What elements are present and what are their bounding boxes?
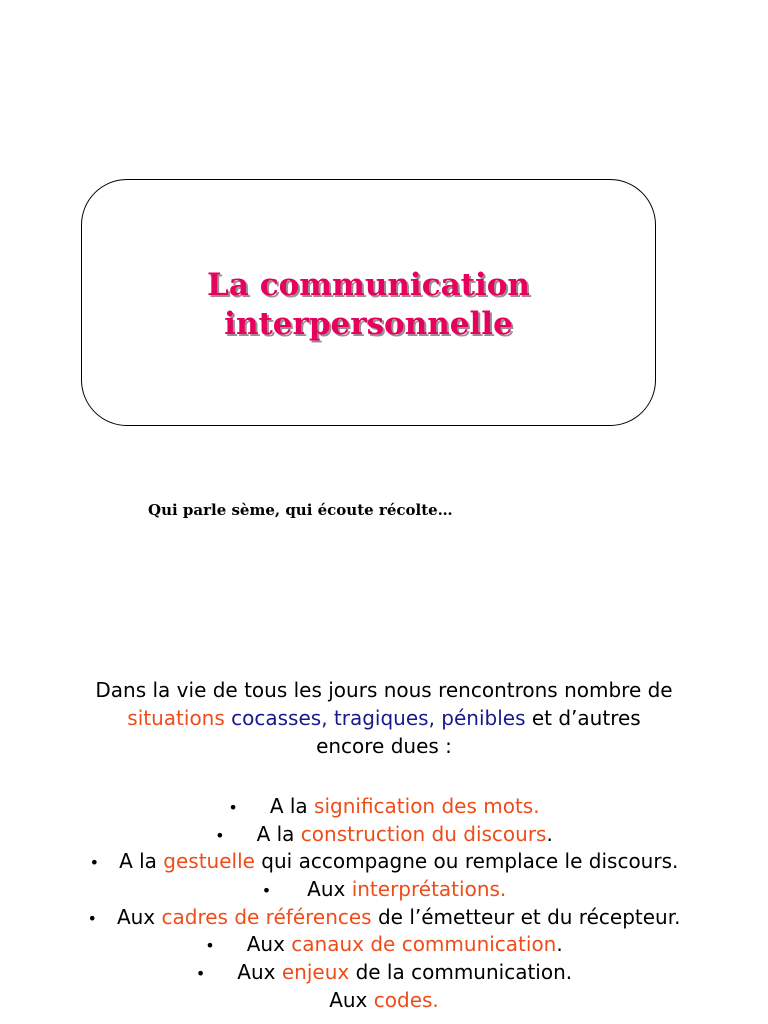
bullet-icon: •	[87, 909, 97, 928]
list-item-highlight: canaux de communication	[291, 932, 557, 956]
list-item	[0, 903, 768, 933]
list-item-suffix: de l’émetteur et du récepteur.	[371, 905, 681, 929]
bullet-icon: •	[228, 798, 238, 817]
list-item-highlight: codes.	[373, 988, 439, 1012]
list-item	[0, 986, 768, 1014]
list-item	[0, 958, 768, 988]
proverb: Qui parle sème, qui écoute récolte…	[148, 501, 453, 519]
page-title	[82, 266, 655, 344]
list-item-suffix: .	[546, 822, 553, 846]
list-item	[0, 820, 768, 850]
bullet-icon: •	[261, 881, 272, 900]
list-item-prefix: A la	[269, 794, 315, 818]
intro-words-adjectives: cocasses, tragiques, pénibles	[231, 706, 526, 730]
list-item-highlight: interprétations.	[351, 877, 507, 901]
list-item-highlight: gestuelle	[163, 849, 255, 873]
intro-line-1: Dans la vie de tous les jours nous rencontrons nombre de	[95, 678, 673, 702]
list-item-highlight: cadres de références	[161, 905, 372, 929]
intro-line-3: encore dues :	[316, 734, 452, 758]
list-item-prefix: Aux	[246, 932, 292, 956]
bullet-icon: •	[89, 853, 100, 872]
intro-word-situations: situations	[127, 706, 225, 730]
bullet-icon: •	[215, 826, 225, 845]
intro-line-2	[0, 704, 768, 732]
intro-words-rest: et d’autres	[531, 706, 641, 730]
list-item	[0, 875, 768, 905]
list-item-suffix: .	[556, 932, 563, 956]
list-item	[0, 792, 768, 822]
title-box	[81, 179, 656, 426]
list-item-suffix: de la communication.	[349, 960, 573, 984]
list-item-highlight: enjeux	[281, 960, 350, 984]
list-item	[0, 847, 768, 877]
list-item-prefix: Aux	[237, 960, 282, 984]
list-item-highlight: signification des mots.	[314, 794, 540, 818]
list-item-prefix: Aux	[116, 905, 162, 929]
list-item-prefix: Aux	[329, 988, 374, 1012]
list-item-suffix: qui accompagne ou remplace le discours.	[254, 849, 679, 873]
bullet-icon: •	[195, 964, 206, 983]
title-line-1: La communication	[207, 267, 530, 303]
list-item	[0, 930, 768, 960]
intro-paragraph	[0, 676, 768, 760]
list-item-prefix: A la	[256, 822, 301, 846]
list-item-prefix: Aux	[307, 877, 352, 901]
list-item-highlight: construction du discours	[300, 822, 547, 846]
list-item-prefix: A la	[119, 849, 164, 873]
bullet-icon: •	[205, 936, 215, 955]
title-line-2: interpersonnelle	[224, 306, 513, 342]
